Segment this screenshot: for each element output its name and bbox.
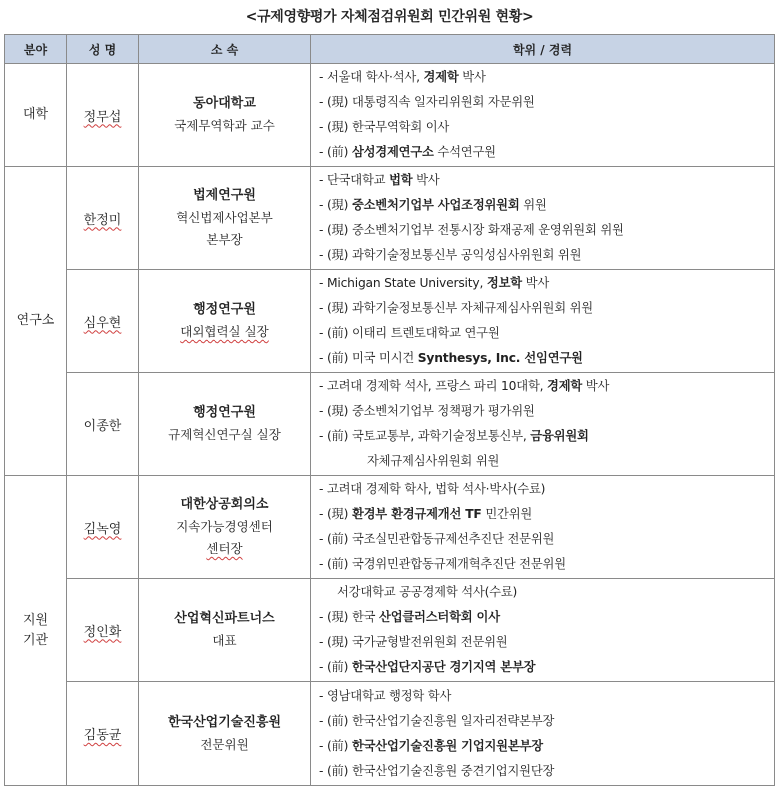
org-name: 행정연구원 [193,405,256,420]
history-line: - (前) 국토교통부, 과학기술정보통신부, 금융위원회 [319,429,589,443]
history-line: - (現) 중소벤처기업부 전통시장 화재공제 운영위원회 위원 [319,223,624,237]
table-row [5,64,775,167]
history-line: - (現) 환경부 환경규제개선 TF 민간위원 [319,507,533,521]
history-line: - (前) 한국산업기술진흥원 일자리전략본부장 [319,713,555,728]
affiliation-cell [139,579,311,682]
affiliation-cell [139,167,311,270]
name-cell: 김동균 [67,682,139,786]
name-cell: 이종한 [67,373,139,476]
header-name: 성 명 [67,35,139,64]
dept-line: 센터장 [206,541,243,556]
history-line: - 영남대학교 행정학 학사 [319,688,452,703]
table-row [5,373,775,476]
table-row [5,270,775,373]
history-cell [311,373,775,476]
history-line: - 서울대 학사·석사, 경제학 박사 [319,70,486,84]
page-title: <규제영향평가 자체점검위원회 민간위원 현황> [245,9,534,25]
history-line: - 단국대학교 법학 박사 [319,173,440,187]
field-cell-agency: 지원 기관 [5,476,67,786]
history-line: - Michigan State University, 정보학 박사 [319,276,550,290]
table-row [5,167,775,270]
name-cell: 정무섭 [67,64,139,167]
dept-line: 대외협력실 실장 [180,324,269,339]
history-line: 자체규제심사위원회 위원 [367,454,500,468]
header-affiliation: 소 속 [139,35,311,64]
name-cell: 심우현 [67,270,139,373]
history-line: - (現) 한국 산업클러스터학회 이사 [319,610,500,624]
table-row [5,579,775,682]
history-line: 서강대학교 공공경제학 석사(수료) [337,585,518,599]
history-line: - 고려대 경제학 석사, 프랑스 파리 10대학, 경제학 박사 [319,379,610,393]
affiliation-cell [139,682,311,786]
history-cell [311,167,775,270]
history-line: - (前) 삼성경제연구소 수석연구원 [319,145,496,159]
history-line: - (現) 대통령직속 일자리위원회 자문위원 [319,95,535,109]
dept-line: 혁신법제사업본부 [176,210,273,225]
affiliation-cell [139,373,311,476]
name-cell: 정인화 [67,579,139,682]
history-cell [311,682,775,786]
name-cell: 김녹영 [67,476,139,579]
affiliation-cell [139,476,311,579]
history-cell [311,579,775,682]
history-line: - (前) 국경위민관합동규제개혁추진단 전문위원 [319,557,566,571]
history-cell [311,476,775,579]
dept-line: 규제혁신연구실 실장 [168,427,281,442]
dept-line: 국제무역학과 교수 [174,118,275,133]
field-cell-institute: 연구소 [5,167,67,476]
affiliation-cell [139,270,311,373]
dept-line: 대표 [212,633,237,648]
history-line: - (現) 국가균형발전위원회 전문위원 [319,635,508,649]
org-name: 대한상공회의소 [180,497,269,512]
history-line: - 고려대 경제학 학사, 법학 석사·박사(수료) [319,482,546,496]
org-name: 동아대학교 [193,96,256,111]
table-row [5,476,775,579]
org-name: 한국산업기술진흥원 [167,714,282,730]
members-table [4,34,775,786]
history-line: - (前) 이태리 트렌토대학교 연구원 [319,326,500,340]
history-line: - (現) 중소벤처기업부 사업조정위원회 위원 [319,198,547,212]
org-name: 산업혁신파트너스 [174,611,275,626]
history-line: - (前) 미국 미시건 Synthesys, Inc. 선임연구원 [319,351,583,365]
history-line: - (現) 한국무역학회 이사 [319,120,450,134]
header-field: 분야 [5,35,67,64]
history-cell [311,270,775,373]
history-line: - (前) 국조실민관합동규제선추진단 전문위원 [319,532,555,546]
history-line: - (現) 과학기술정보통신부 자체규제심사위원회 위원 [319,301,593,315]
header-history: 학위 / 경력 [311,35,775,64]
dept-line: 본부장 [206,232,243,247]
history-cell [311,64,775,167]
table-header-row [5,35,775,64]
name-cell: 한정미 [67,167,139,270]
affiliation-cell [139,64,311,167]
dept-line: 전문위원 [200,736,249,752]
history-line: - (前) 한국산업단지공단 경기지역 본부장 [319,660,536,674]
table-row [5,682,775,786]
history-line: - (前) 한국산업기술진흥원 기업지원본부장 [319,738,543,753]
history-line: - (現) 과학기술정보통신부 공익성심사위원회 위원 [319,248,582,262]
org-name: 법제연구원 [193,188,256,203]
field-cell-university: 대학 [5,64,67,167]
org-name: 행정연구원 [193,302,256,317]
history-line: - (現) 중소벤처기업부 정책평가 평가위원 [319,404,535,418]
dept-line: 지속가능경영센터 [176,519,273,534]
history-line: - (前) 한국산업기술진흥원 중견기업지원단장 [319,763,555,778]
